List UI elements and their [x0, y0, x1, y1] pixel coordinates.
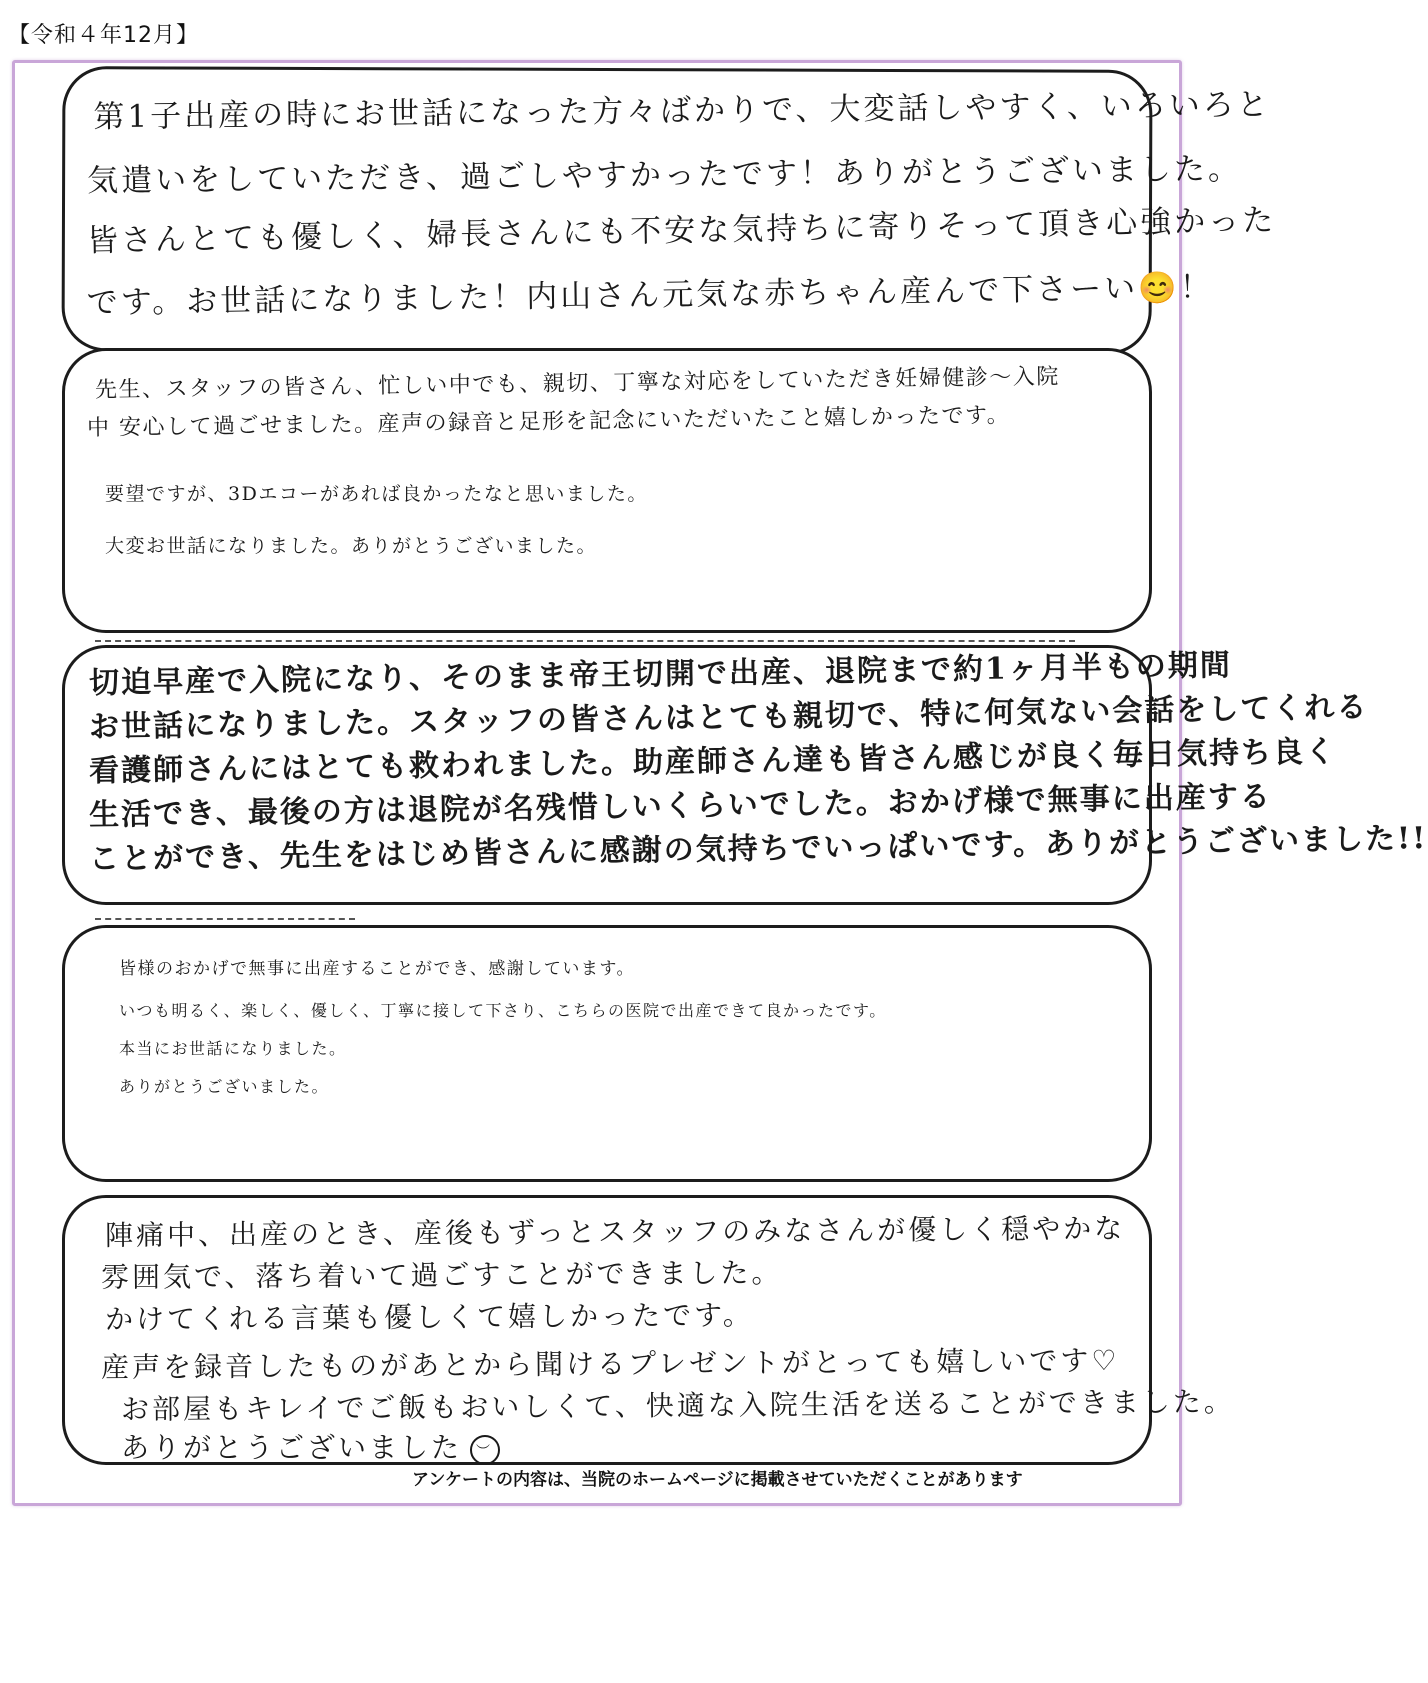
- comment-line: です。お世話になりました！内山さん元気な赤ちゃん産んで下さーい😊！: [86, 269, 1215, 322]
- comment-line: ありがとうございました: [121, 1431, 463, 1464]
- comment-card-4: [62, 925, 1152, 1182]
- comment-line: 切迫早産で入院になり、そのまま帝王切開で出産、退院まで約1ヶ月半もの期間: [88, 648, 1233, 701]
- comment-line: かけてくれる言葉も優しくて嬉しかったです。: [104, 1298, 754, 1336]
- comment-line: 大変お世話になりました。ありがとうございました。: [105, 535, 598, 557]
- comment-line: 産声を録音したものがあとから聞けるプレゼントがとっても嬉しいです♡: [100, 1343, 1120, 1384]
- comment-line: 生活でき、最後の方は退院が名残惜しいくらいでした。おかげ様で無事に出産する: [88, 779, 1272, 833]
- date-header: 【令和４年12月】: [8, 23, 199, 48]
- comment-line: いつも明るく、楽しく、優しく、丁寧に接して下さり、こちらの医院で出産できて良かったです。: [119, 1001, 887, 1020]
- comment-line: ありがとうございました。: [119, 1077, 330, 1096]
- comment-line: 気遣いをしていただき、過ごしやすかったです！ありがとうございました。: [86, 151, 1243, 200]
- comment-line: 陣痛中、出産のとき、産後もずっとスタッフのみなさんが優しく穏やかな: [104, 1211, 1126, 1252]
- comment-line: 中 安心して過ごせました。産声の録音と足形を記念にいただいたこと嬉しかったです。: [86, 403, 1011, 441]
- comment-card-3: [62, 645, 1428, 905]
- comment-line: お世話になりました。スタッフの皆さんはとても親切で、特に何気ない会話をしてくれる: [88, 689, 1369, 745]
- comment-line: お部屋もキレイでご飯もおいしくて、快適な入院生活を送ることができました。: [120, 1385, 1235, 1426]
- divider: [95, 918, 355, 920]
- comment-line: 先生、スタッフの皆さん、忙しい中でも、親切、丁寧な対応をしていただき妊婦健診～入院: [94, 364, 1060, 403]
- comment-card-2: [62, 348, 1152, 633]
- comment-line: ことができ、先生をはじめ皆さんに感謝の気持ちでいっぱいです。ありがとうございました!!: [88, 820, 1428, 877]
- comment-card-5: [62, 1195, 1235, 1465]
- comment-line-closing: [121, 1426, 500, 1466]
- comment-card-1: [62, 66, 1277, 355]
- comment-line: 要望ですが、3Dエコーがあれば良かったなと思いました。: [105, 483, 648, 505]
- divider: [95, 640, 1075, 642]
- comment-line: 雰囲気で、落ち着いて過ごすことができました。: [100, 1256, 783, 1294]
- comment-line: 本当にお世話になりました。: [119, 1039, 347, 1058]
- comment-line: 皆さんとても優しく、婦長さんにも不安な気持ちに寄りそって頂き心強かった: [86, 202, 1277, 260]
- comment-line: 看護師さんにはとても救われました。助産師さん達も皆さん感じが良く毎日気持ち良く: [88, 734, 1338, 789]
- smiley-icon: [470, 1435, 500, 1465]
- comment-line: 第1子出産の時にお世話になった方々ばかりで、大変話しやすく、いろいろと: [93, 86, 1271, 136]
- comment-line: 皆様のおかげで無事に出産することができ、感謝しています。: [119, 959, 635, 979]
- publication-notice: アンケートの内容は、当院のホームページに掲載させていただくことがあります: [412, 1470, 1023, 1490]
